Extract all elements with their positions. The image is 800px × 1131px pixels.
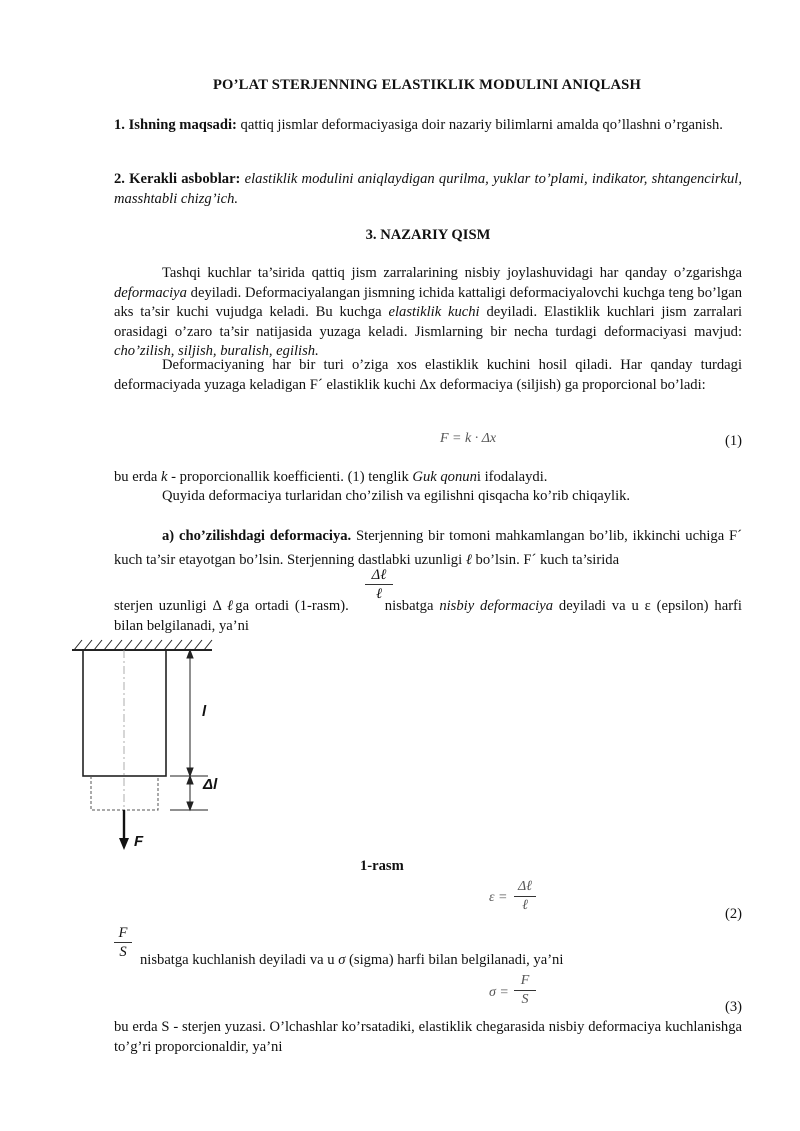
equation-3-numerator: F [514, 972, 536, 991]
hatched-support [72, 640, 212, 650]
p3-k: k [161, 469, 168, 485]
paragraph-elastic-force: Deformaciyaning har bir turi o’ziga xos elastiklik kuchini hosil qiladi. Har qanday turdagi deformaciyada yuzaga keladigan F´ elastiklik kuchi Δx deformaciya (siljish) ga proporcional bo’ladi: [114, 357, 742, 393]
p6-length-symbol: ℓ [226, 598, 236, 614]
p1-text-2: deyiladi. Deformaciyalangan jismning ichida kattaligi deformaciyalovchi kuchga teng bo’lgan aks ta’sir kuchi vujudga keladi. Bu kuchga [114, 284, 742, 320]
p3-text-1: bu erda [114, 469, 162, 485]
equation-1-number: (1) [724, 433, 742, 449]
section-theory-heading: 3. NAZARIY QISM [365, 227, 491, 243]
equation-3-lhs: σ = [489, 985, 509, 1000]
paragraph-hooke [114, 468, 742, 488]
section-goal-label: 1. Ishning maqsadi: [114, 117, 237, 133]
equation-3-fraction [514, 972, 536, 1009]
p5-label: a) cho’zilishdagi deformaciya. [162, 528, 352, 544]
equation-2-numerator: Δℓ [514, 878, 536, 897]
equation-3-denominator: S [521, 992, 529, 1007]
paragraph-proportionality: bu erda S - sterjen yuzasi. O’lchashlar ko’rsatadiki, elastiklik chegarasida nisbiy deformaciya kuchlanishga to’g’ri proporcionaldir, ya’ni [114, 1019, 742, 1055]
fraction-numerator: Δℓ [365, 566, 393, 585]
section-tools-label: 2. Kerakli asboblar: [114, 171, 241, 187]
rod-original [83, 650, 166, 776]
p1-term-types: cho’zilish, siljish, buralish, egilish. [114, 343, 319, 359]
equation-2-number: (2) [724, 906, 742, 922]
p3-law: Guk qonun [412, 469, 477, 485]
equation-2-fraction [514, 878, 536, 915]
p5-text-1: Sterjenning bir tomoni mahkamlangan bo’lib, ikkinchi uchiga F´ kuch ta’sir etayotgan bo’lsin. Sterjenning dastlabki uzunligi [114, 528, 742, 568]
page-title: PO’LAT STERJENNING ELASTIKLIK MODULINI ANIQLASH [212, 77, 642, 93]
section-tools-text: elastiklik modulini aniqlaydigan qurilma, yuklar to’plami, indikator, shtangencirkul, masshtabli chizg’ich. [114, 171, 742, 207]
stress-numerator: F [114, 924, 132, 943]
section-goal [114, 116, 742, 136]
p3-text-2: - proporcionallik koefficienti. (1) tenglik [167, 469, 413, 485]
paragraph-relative-deformation [114, 597, 742, 636]
p6-term: nisbiy deformaciya [439, 598, 554, 614]
equation-2-denominator: ℓ [522, 898, 528, 913]
p7-text-2: (sigma) harfi bilan belgilanadi, ya’ni [345, 952, 564, 968]
rod-elongation [91, 776, 158, 810]
equation-3-number: (3) [724, 999, 742, 1015]
paragraph-deformation [114, 264, 742, 362]
p5-length-symbol: ℓ [465, 552, 472, 568]
p3-text-3: i ifodalaydi. [476, 469, 548, 485]
label-force: F [134, 833, 144, 850]
stress-denominator: S [119, 944, 127, 960]
fraction-stress [114, 924, 132, 961]
p6-text-3: nisbatga [384, 598, 440, 614]
p6-text-4: deyiladi va u ε (epsilon) harfi bilan belgilanadi, ya’ni [114, 598, 742, 634]
paragraph-intro-types: Quyida deformaciya turlaridan cho’zilish va egilishni qisqacha ko’rib chiqaylik. [162, 488, 631, 504]
paragraph-tension [114, 524, 742, 572]
equation-2-lhs: ε = [489, 890, 508, 905]
force-arrow [119, 810, 129, 850]
p6-text-2: ga ortadi (1-rasm). [235, 598, 349, 614]
section-goal-text: qattiq jismlar deformaciyasiga doir nazariy bilimlarni amalda qo’llashni o’rganish. [236, 117, 723, 133]
p1-term-deformation: deformaciya [114, 284, 187, 301]
p1-text-3: deyiladi. Elastiklik kuchlari jism zarralari orasidagi o’zaro ta’sir natijasida yuzaga keladi. Jismlarning bir necha turdagi deformaciyasi mavjud: [114, 304, 743, 340]
p7-sigma: σ [338, 952, 346, 968]
fraction-denominator: ℓ [375, 586, 383, 602]
p1-text-1: Tashqi kuchlar ta’sirida qattiq jism zarralarining nisbiy joylashuvidagi har qanday o’zgarishga [162, 265, 742, 281]
figure-caption: 1-rasm [360, 858, 404, 874]
section-tools [114, 170, 742, 209]
p7-text-1: nisbatga kuchlanish deyiladi va u [140, 952, 339, 968]
rod-diagram [60, 636, 220, 856]
p6-text-1: sterjen uzunligi Δ [114, 598, 227, 614]
p5-text-2: bo’lsin. F´ kuch ta’sirida [471, 552, 620, 568]
label-elongation: Δl [203, 776, 218, 793]
p1-term-elastic-force: elastiklik kuchi [388, 304, 480, 320]
paragraph-stress [140, 951, 563, 971]
equation-1: F = k · Δx [440, 431, 497, 446]
label-length: l [202, 703, 207, 720]
